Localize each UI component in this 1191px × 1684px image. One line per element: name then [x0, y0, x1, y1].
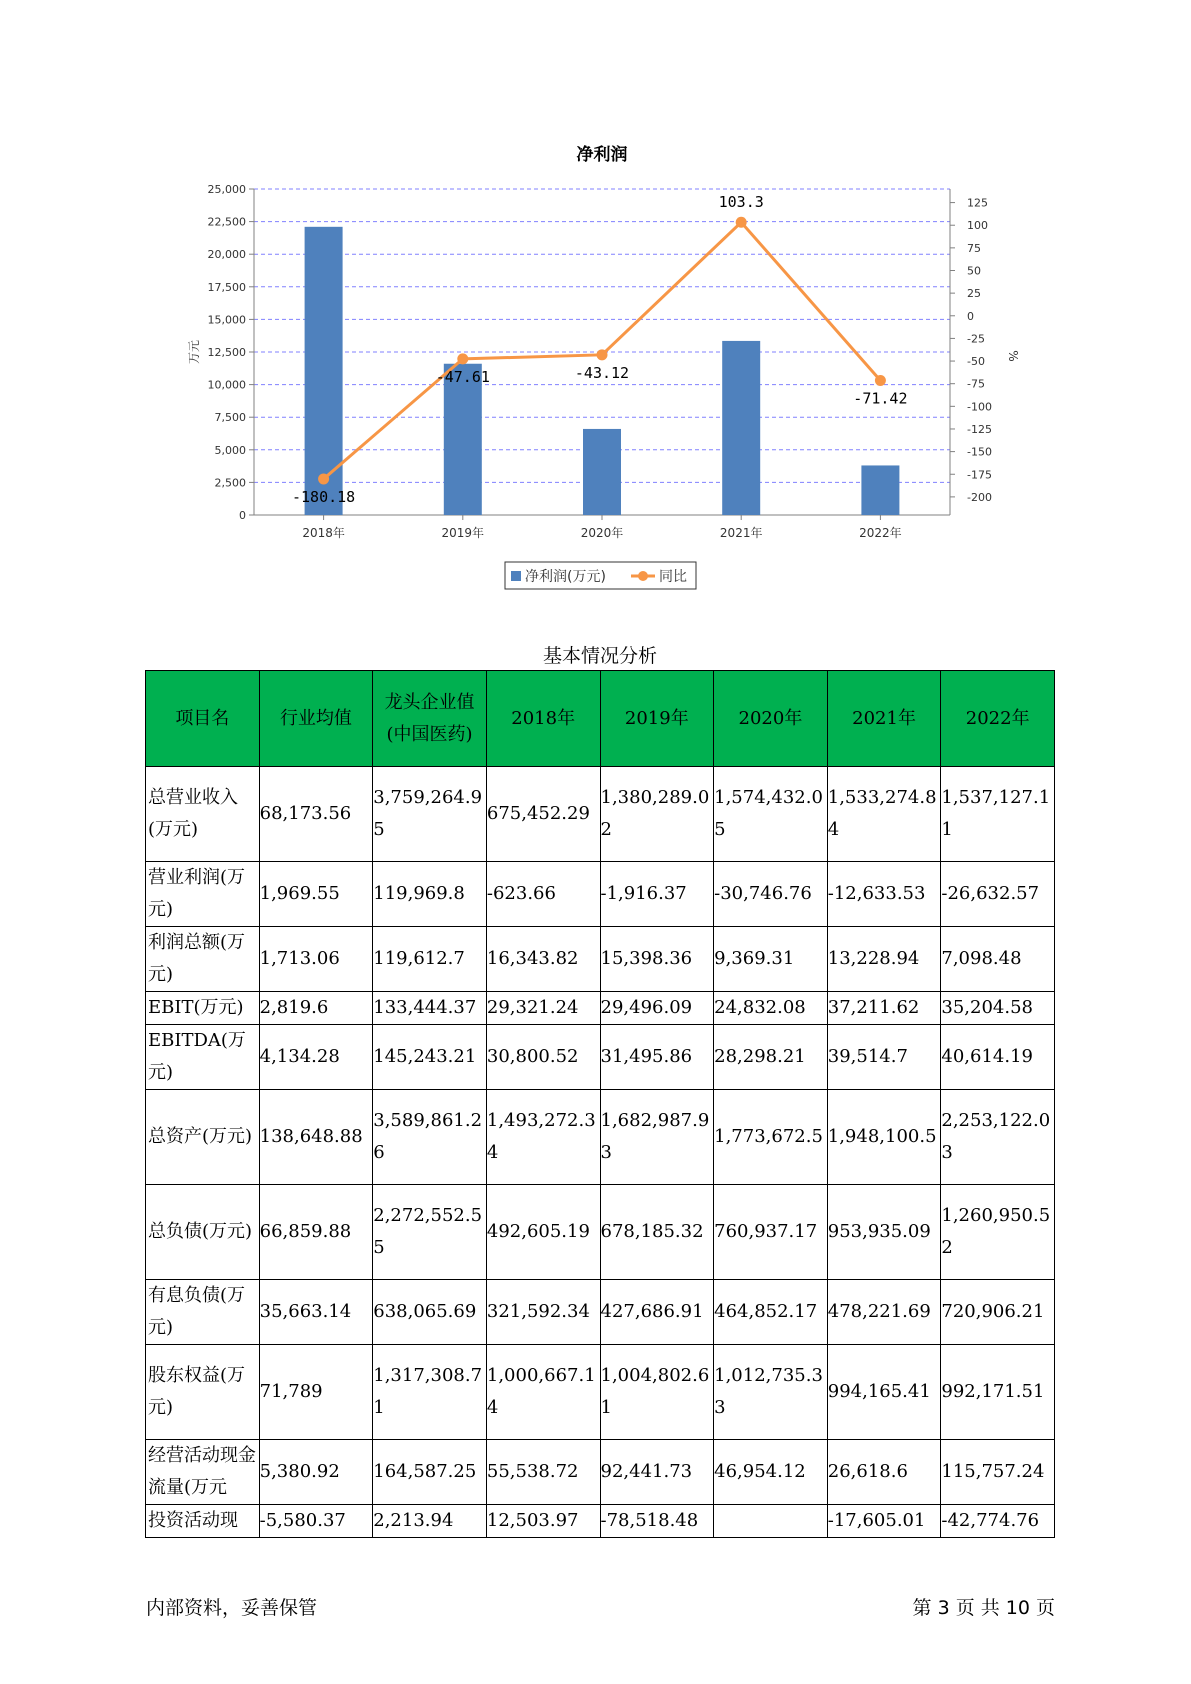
x-tick-label: 2019年	[441, 526, 485, 540]
table-cell: 464,852.17	[714, 1280, 828, 1345]
table-row	[146, 1185, 1055, 1280]
table-cell: 1,533,274.84	[827, 767, 941, 862]
analysis-table	[145, 670, 1055, 1538]
table-cell: 92,441.73	[600, 1440, 714, 1505]
table-cell: 427,686.91	[600, 1280, 714, 1345]
row-label-cell: 经营活动现金流量(万元	[146, 1440, 260, 1505]
table-cell: -42,774.76	[941, 1505, 1055, 1538]
table-cell: 40,614.19	[941, 1025, 1055, 1090]
table-cell: 1,004,802.61	[600, 1345, 714, 1440]
y2-tick-label: -75	[967, 377, 985, 391]
y2-tick-label: -100	[967, 400, 992, 414]
table-row	[146, 1345, 1055, 1440]
table-cell: 478,221.69	[827, 1280, 941, 1345]
table-cell: 3,589,861.26	[373, 1090, 487, 1185]
table-cell: 9,369.31	[714, 927, 828, 992]
bar	[444, 364, 482, 515]
header-cell: 2022年	[941, 671, 1055, 767]
table-cell: 55,538.72	[486, 1440, 600, 1505]
table-cell: 1,969.55	[259, 862, 373, 927]
table-cell: 115,757.24	[941, 1440, 1055, 1505]
table-cell: -1,916.37	[600, 862, 714, 927]
table-cell: 5,380.92	[259, 1440, 373, 1505]
header-cell: 项目名	[146, 671, 260, 767]
table-cell: 29,321.24	[486, 992, 600, 1025]
yoy-point	[736, 217, 747, 228]
table-cell: 2,819.6	[259, 992, 373, 1025]
y-tick-label: 5,000	[214, 443, 246, 457]
legend-label-bar: 净利润(万元)	[525, 569, 606, 585]
table-cell: 2,213.94	[373, 1505, 487, 1538]
y2-axis-label: %	[1006, 350, 1020, 362]
table-cell: 2,272,552.55	[373, 1185, 487, 1280]
header-cell: 龙头企业值(中国医药)	[373, 671, 487, 767]
row-label-cell: EBITDA(万元)	[146, 1025, 260, 1090]
table-cell: 953,935.09	[827, 1185, 941, 1280]
table-row	[146, 1440, 1055, 1505]
table-cell: 994,165.41	[827, 1345, 941, 1440]
footer-page-number: 第 3 页 共 10 页	[912, 1597, 1055, 1619]
y-tick-label: 20,000	[207, 248, 246, 262]
table-cell: 492,605.19	[486, 1185, 600, 1280]
row-label-cell: 营业利润(万元)	[146, 862, 260, 927]
row-label-cell: 利润总额(万元)	[146, 927, 260, 992]
legend-label-line: 同比	[659, 569, 687, 585]
table-cell: 12,503.97	[486, 1505, 600, 1538]
legend-swatch-bar	[511, 571, 521, 581]
data-label: -47.61	[435, 367, 490, 386]
table-cell: 1,574,432.05	[714, 767, 828, 862]
table-cell: -26,632.57	[941, 862, 1055, 927]
bar	[722, 341, 760, 515]
row-label-cell: 总营业收入(万元)	[146, 767, 260, 862]
row-label-cell: 总资产(万元)	[146, 1090, 260, 1185]
table-cell: 71,789	[259, 1345, 373, 1440]
row-label-cell: 总负债(万元)	[146, 1185, 260, 1280]
table-cell: 37,211.62	[827, 992, 941, 1025]
row-label-cell: EBIT(万元)	[146, 992, 260, 1025]
table-cell: 1,317,308.71	[373, 1345, 487, 1440]
table-row	[146, 862, 1055, 927]
x-tick-label: 2018年	[302, 526, 345, 540]
table-cell: 992,171.51	[941, 1345, 1055, 1440]
footer-confidential: 内部资料，妥善保管	[146, 1597, 318, 1619]
y2-tick-label: 125	[967, 196, 988, 210]
table-cell: 1,948,100.5	[827, 1090, 941, 1185]
y-tick-label: 2,500	[214, 476, 246, 490]
table-cell: 24,832.08	[714, 992, 828, 1025]
table-cell: 16,343.82	[486, 927, 600, 992]
data-label: -43.12	[574, 363, 630, 382]
table-cell: -78,518.48	[600, 1505, 714, 1538]
header-cell: 2018年	[486, 671, 600, 767]
table-cell	[714, 1505, 828, 1538]
y2-tick-label: 0	[967, 309, 974, 323]
table-cell: 321,592.34	[486, 1280, 600, 1345]
y2-tick-label: -50	[967, 355, 985, 369]
row-label-cell: 有息负债(万元)	[146, 1280, 260, 1345]
table-cell: 29,496.09	[600, 992, 714, 1025]
table-cell: 119,969.8	[373, 862, 487, 927]
x-tick-label: 2022年	[859, 526, 902, 540]
y2-tick-label: -175	[967, 468, 992, 482]
table-cell: 1,012,735.33	[714, 1345, 828, 1440]
table-cell: 1,682,987.93	[600, 1090, 714, 1185]
y-axis-label: 万元	[187, 339, 201, 365]
yoy-point	[597, 349, 608, 360]
table-cell: -17,605.01	[827, 1505, 941, 1538]
y-tick-label: 7,500	[214, 411, 246, 425]
table-cell: 638,065.69	[373, 1280, 487, 1345]
y-tick-label: 22,500	[207, 215, 246, 229]
y2-tick-label: 50	[967, 264, 981, 278]
yoy-point	[457, 353, 468, 364]
table-cell: 675,452.29	[486, 767, 600, 862]
table-header-row	[146, 671, 1055, 767]
net-profit-chart	[0, 0, 1191, 600]
chart-canvas	[0, 0, 1191, 600]
y2-tick-label: 100	[967, 219, 988, 233]
table-row	[146, 992, 1055, 1025]
table-cell: 66,859.88	[259, 1185, 373, 1280]
data-label: -71.42	[853, 389, 908, 408]
table-cell: -623.66	[486, 862, 600, 927]
table-cell: 1,260,950.52	[941, 1185, 1055, 1280]
table-cell: 145,243.21	[373, 1025, 487, 1090]
table-row	[146, 927, 1055, 992]
table-cell: 30,800.52	[486, 1025, 600, 1090]
table-row	[146, 1280, 1055, 1345]
table-cell: 4,134.28	[259, 1025, 373, 1090]
y2-tick-label: 25	[967, 287, 981, 301]
x-tick-label: 2020年	[580, 526, 624, 540]
table-cell: 133,444.37	[373, 992, 487, 1025]
table-cell: 138,648.88	[259, 1090, 373, 1185]
header-cell: 2021年	[827, 671, 941, 767]
y-tick-label: 12,500	[207, 346, 246, 359]
table-cell: 119,612.7	[373, 927, 487, 992]
table-cell: 2,253,122.03	[941, 1090, 1055, 1185]
table-cell: 720,906.21	[941, 1280, 1055, 1345]
row-label-cell: 投资活动现	[146, 1505, 260, 1538]
table-caption: 基本情况分析	[542, 645, 657, 667]
header-cell: 行业均值	[259, 671, 373, 767]
table-cell: 1,000,667.14	[486, 1345, 600, 1440]
y2-tick-label: -125	[967, 422, 992, 436]
table-cell: 3,759,264.95	[373, 767, 487, 862]
table-cell: -12,633.53	[827, 862, 941, 927]
table-cell: 7,098.48	[941, 927, 1055, 992]
table-cell: 35,663.14	[259, 1280, 373, 1345]
table-cell: 164,587.25	[373, 1440, 487, 1505]
y2-tick-label: -200	[967, 490, 992, 504]
table-cell: -5,580.37	[259, 1505, 373, 1538]
data-label: 103.3	[718, 193, 764, 212]
table-cell: 68,173.56	[259, 767, 373, 862]
x-tick-label: 2021年	[719, 526, 763, 540]
table-cell: -30,746.76	[714, 862, 828, 927]
table-cell: 15,398.36	[600, 927, 714, 992]
table-cell: 31,495.86	[600, 1025, 714, 1090]
table-cell: 46,954.12	[714, 1440, 828, 1505]
bar	[583, 429, 621, 515]
y-tick-label: 17,500	[207, 280, 246, 294]
table-cell: 28,298.21	[714, 1025, 828, 1090]
table-cell: 1,493,272.34	[486, 1090, 600, 1185]
table-cell: 1,380,289.02	[600, 767, 714, 862]
table-cell: 678,185.32	[600, 1185, 714, 1280]
table-row	[146, 1025, 1055, 1090]
bar	[305, 227, 343, 515]
y2-tick-label: 75	[967, 241, 981, 255]
yoy-point	[318, 473, 329, 484]
chart-title: 净利润	[576, 145, 628, 165]
yoy-point	[875, 375, 886, 386]
table-cell: 35,204.58	[941, 992, 1055, 1025]
y-tick-label: 25,000	[207, 183, 246, 196]
table-row	[146, 1505, 1055, 1538]
table-cell: 26,618.6	[827, 1440, 941, 1505]
row-label-cell: 股东权益(万元)	[146, 1345, 260, 1440]
y2-tick-label: -150	[967, 445, 992, 459]
table-cell: 13,228.94	[827, 927, 941, 992]
y-tick-label: 10,000	[207, 378, 246, 392]
data-label: -180.18	[291, 487, 356, 506]
table-row	[146, 767, 1055, 862]
table-cell: 1,773,672.5	[714, 1090, 828, 1185]
header-cell: 2019年	[600, 671, 714, 767]
y-tick-label: 0	[239, 509, 246, 522]
table-cell: 1,537,127.11	[941, 767, 1055, 862]
legend-swatch-marker	[638, 571, 648, 581]
table-cell: 1,713.06	[259, 927, 373, 992]
table-cell: 39,514.7	[827, 1025, 941, 1090]
table-row	[146, 1090, 1055, 1185]
table-cell: 760,937.17	[714, 1185, 828, 1280]
header-cell: 2020年	[714, 671, 828, 767]
y-tick-label: 15,000	[207, 313, 246, 327]
y2-tick-label: -25	[967, 332, 985, 346]
bar	[861, 465, 899, 515]
